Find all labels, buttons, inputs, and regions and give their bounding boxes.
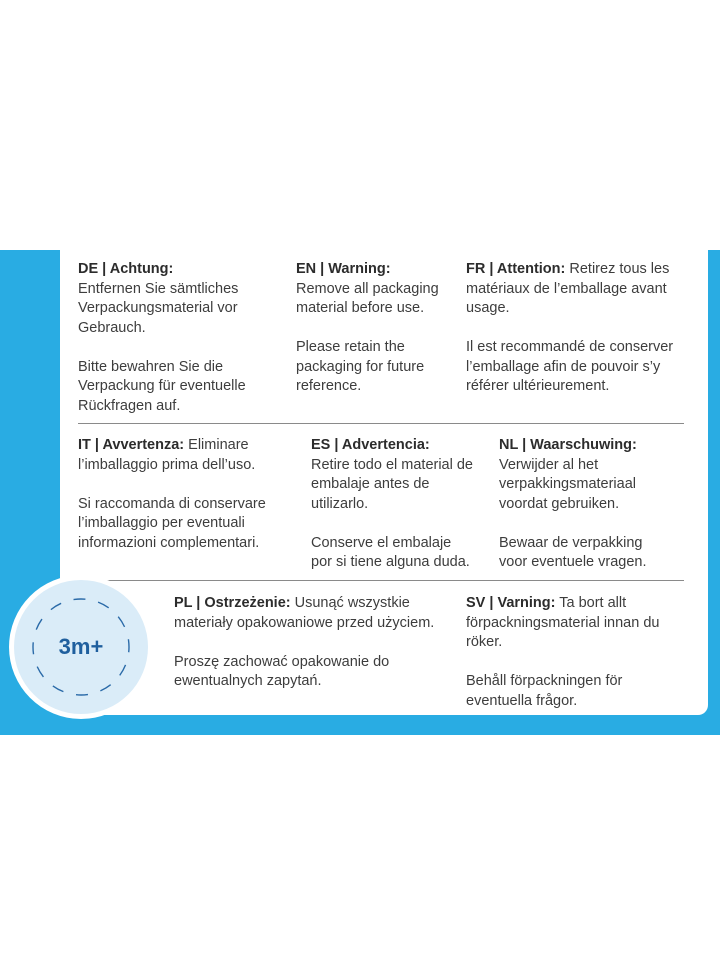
divider-row-2 [78, 580, 684, 581]
warning-de [78, 260, 283, 416]
warning-title-it: IT | Avvertenza: [78, 437, 185, 453]
warning-title-es: ES | Advertencia: [311, 437, 430, 453]
retain-text-sv: Behåll förpackningen för eventuella frågor. [466, 673, 623, 709]
warning-title-de: DE | Achtung: [78, 261, 174, 277]
retain-text-nl: Bewaar de verpakking voor eventuele vragen. [499, 534, 647, 570]
retain-text-de: Bitte bewahren Sie die Verpackung für eventuelle Rückfragen auf. [78, 358, 246, 414]
warning-text-es: Retire todo el material de embalaje antes de utilizarlo. [311, 456, 473, 512]
retain-text-fr: Il est recommandé de conserver l’emballage afin de pouvoir s’y référer ultérieurement. [466, 339, 674, 394]
warning-en [296, 260, 451, 397]
warning-title-en: EN | Warning: [296, 261, 391, 277]
warning-text-pl: Usunąć wszystkie materiały opakowaniowe przed użyciem. [174, 595, 435, 631]
age-label: 3m+ [58, 634, 104, 659]
warning-pl [174, 594, 436, 692]
warning-sv [466, 594, 666, 711]
warning-text-sv: Ta bort allt förpackningsmaterial innan du röker. [466, 595, 660, 650]
divider-row-1 [78, 423, 684, 424]
warning-fr [466, 260, 688, 397]
retain-text-es: Conserve el embalaje por si tiene alguna duda. [311, 534, 470, 570]
warning-text-nl: Verwijder al het verpakkingsmateriaal voordat gebruiken. [499, 456, 637, 512]
retain-text-pl: Proszę zachować opakowanie do ewentualnych zapytań. [174, 653, 390, 689]
warning-text-it: Eliminare l’imballaggio prima dell’uso. [78, 437, 256, 473]
retain-text-it: Si raccomanda di conservare l’imballaggio per eventuali informazioni complementari. [78, 495, 266, 551]
warning-text-de: Entfernen Sie sämtliches Verpackungsmaterial vor Gebrauch. [78, 280, 239, 336]
warning-text-en: Remove all packaging material before use. [296, 280, 439, 316]
warning-text-fr: Retirez tous les matériaux de l’emballage avant usage. [466, 261, 670, 316]
warning-title-sv: SV | Varning: [466, 595, 556, 611]
age-badge [14, 580, 134, 715]
warning-it [78, 436, 296, 553]
warning-title-nl: NL | Waarschuwing: [499, 437, 637, 453]
warning-title-pl: PL | Ostrzeżenie: [174, 595, 291, 611]
warning-nl [499, 436, 667, 573]
retain-text-en: Please retain the packaging for future reference. [296, 339, 425, 394]
warning-es [311, 436, 476, 573]
warning-title-fr: FR | Attention: [466, 261, 566, 277]
